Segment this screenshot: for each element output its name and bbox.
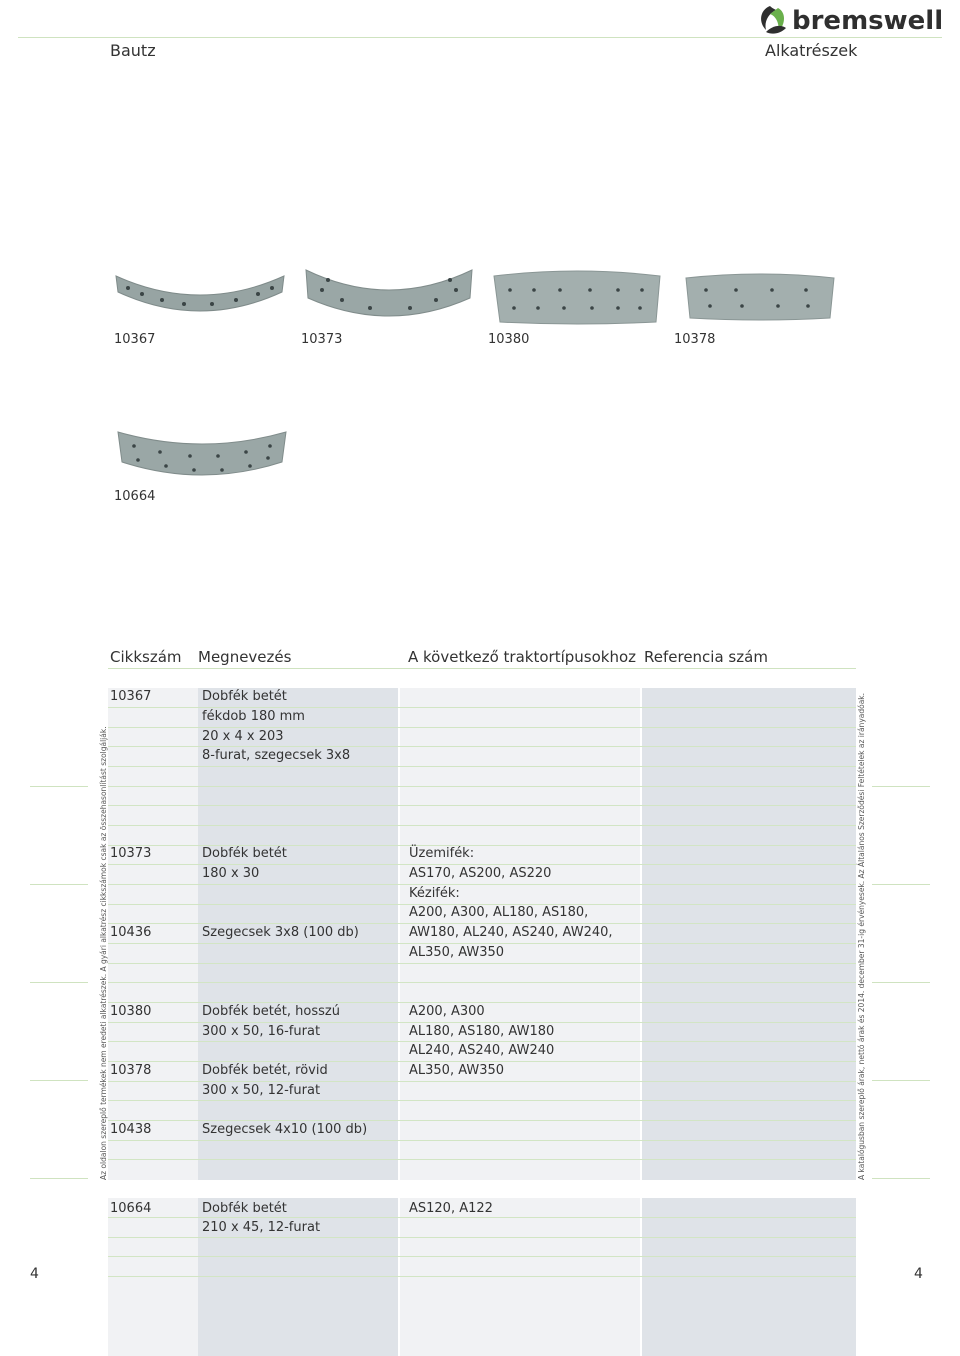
side-rule bbox=[30, 982, 88, 983]
column-header-name: Megnevezés bbox=[198, 648, 292, 666]
cell-name: 180 x 30 bbox=[202, 866, 260, 881]
column-header-reference: Referencia szám bbox=[644, 648, 768, 666]
cell-name: Dobfék betét bbox=[202, 846, 287, 861]
cell-tractors: Üzemifék: bbox=[409, 846, 475, 861]
row-divider bbox=[108, 864, 856, 865]
side-rule bbox=[30, 884, 88, 885]
page-number-right: 4 bbox=[914, 1266, 923, 1282]
table-column-reference bbox=[642, 688, 856, 1180]
cell-tractors: AL180, AS180, AW180 bbox=[409, 1024, 555, 1039]
header-rule bbox=[18, 37, 942, 38]
header-underline bbox=[108, 668, 856, 669]
row-divider bbox=[108, 943, 856, 944]
image-code-label: 10380 bbox=[488, 332, 530, 347]
right-disclaimer: A katalógusban szereplő árak, nettó árak és 2014. december 31-ig érvényesek. Az Általános Szerződési Feltételek az irányadóak. bbox=[857, 692, 866, 1180]
cell-name: 300 x 50, 16-furat bbox=[202, 1024, 321, 1039]
cell-tractors: AW180, AL240, AS240, AW240, bbox=[409, 925, 613, 940]
cell-code: 10367 bbox=[110, 689, 152, 704]
row-divider bbox=[108, 786, 856, 787]
side-rule bbox=[872, 1178, 930, 1179]
side-rule bbox=[30, 1178, 88, 1179]
side-rule bbox=[872, 884, 930, 885]
table-column-tractors bbox=[400, 1198, 640, 1356]
row-divider bbox=[108, 1256, 856, 1257]
row-divider bbox=[108, 1237, 856, 1238]
row-divider bbox=[108, 923, 856, 924]
cell-name: Dobfék betét bbox=[202, 1201, 287, 1216]
row-divider bbox=[108, 1022, 856, 1023]
image-code-label: 10664 bbox=[114, 489, 156, 504]
row-divider bbox=[108, 1081, 856, 1082]
cell-tractors: AL240, AS240, AW240 bbox=[409, 1043, 555, 1058]
side-rule bbox=[30, 1080, 88, 1081]
table-column-reference bbox=[642, 1198, 856, 1356]
row-divider bbox=[108, 707, 856, 708]
row-divider bbox=[108, 825, 856, 826]
image-code-label: 10373 bbox=[301, 332, 343, 347]
cell-code: 10378 bbox=[110, 1063, 152, 1078]
side-rule bbox=[872, 1080, 930, 1081]
row-divider bbox=[108, 1002, 856, 1003]
brake-lining-image-10378 bbox=[682, 272, 838, 324]
row-divider bbox=[108, 1120, 856, 1121]
side-rule bbox=[872, 982, 930, 983]
cell-name: 210 x 45, 12-furat bbox=[202, 1220, 321, 1235]
row-divider bbox=[108, 1159, 856, 1160]
cell-name: Dobfék betét, rövid bbox=[202, 1063, 328, 1078]
row-divider bbox=[108, 1100, 856, 1101]
page-number-left: 4 bbox=[30, 1266, 39, 1282]
row-divider bbox=[108, 805, 856, 806]
cell-code: 10373 bbox=[110, 846, 152, 861]
cell-name: 20 x 4 x 203 bbox=[202, 729, 284, 744]
cell-tractors: A200, A300, AL180, AS180, bbox=[409, 905, 589, 920]
side-rule bbox=[30, 786, 88, 787]
brake-lining-image-10664 bbox=[114, 428, 290, 484]
cell-name: fékdob 180 mm bbox=[202, 709, 305, 724]
cell-code: 10664 bbox=[110, 1201, 152, 1216]
row-divider bbox=[108, 746, 856, 747]
column-header-tractors: A következő traktortípusokhoz bbox=[408, 648, 637, 666]
image-code-label: 10378 bbox=[674, 332, 716, 347]
image-code-label: 10367 bbox=[114, 332, 156, 347]
cell-name: Szegecsek 4x10 (100 db) bbox=[202, 1122, 368, 1137]
row-divider bbox=[108, 963, 856, 964]
cell-tractors: AL350, AW350 bbox=[409, 945, 505, 960]
cell-code: 10380 bbox=[110, 1004, 152, 1019]
row-divider bbox=[108, 727, 856, 728]
cell-tractors: A200, A300 bbox=[409, 1004, 485, 1019]
row-divider bbox=[108, 1217, 856, 1218]
side-rule bbox=[872, 786, 930, 787]
cell-name: Szegecsek 3x8 (100 db) bbox=[202, 925, 359, 940]
cell-tractors: AS120, A122 bbox=[409, 1201, 493, 1216]
table-column-code bbox=[108, 1198, 198, 1356]
left-disclaimer: Az oldalon szereplő termékek nem eredeti alkatrészek. A gyári alkatrész cikkszámok csak az összehasonlítást szolgálják. bbox=[99, 726, 108, 1180]
cell-tractors: Kézifék: bbox=[409, 886, 460, 901]
brake-lining-image-10380 bbox=[490, 270, 664, 328]
cell-tractors: AS170, AS200, AS220 bbox=[409, 866, 552, 881]
brake-lining-image-10373 bbox=[300, 262, 478, 334]
row-divider bbox=[108, 1276, 856, 1277]
bremswell-logo bbox=[756, 2, 946, 36]
leaf-icon bbox=[761, 6, 786, 34]
column-header-code: Cikkszám bbox=[110, 648, 182, 666]
brake-lining-image-10367 bbox=[112, 262, 288, 324]
cell-tractors: AL350, AW350 bbox=[409, 1063, 505, 1078]
row-divider bbox=[108, 1140, 856, 1141]
row-divider bbox=[108, 766, 856, 767]
cell-name: 300 x 50, 12-furat bbox=[202, 1083, 321, 1098]
row-divider bbox=[108, 884, 856, 885]
brand-name: Bautz bbox=[110, 41, 156, 60]
row-divider bbox=[108, 1061, 856, 1062]
cell-name: Dobfék betét, hosszú bbox=[202, 1004, 340, 1019]
section-title: Alkatrészek bbox=[765, 41, 858, 60]
row-divider bbox=[108, 982, 856, 983]
cell-name: 8-furat, szegecsek 3x8 bbox=[202, 748, 351, 763]
row-divider bbox=[108, 1041, 856, 1042]
logo-text: bremswell bbox=[792, 6, 944, 36]
cell-code: 10438 bbox=[110, 1122, 152, 1137]
cell-code: 10436 bbox=[110, 925, 152, 940]
cell-name: Dobfék betét bbox=[202, 689, 287, 704]
